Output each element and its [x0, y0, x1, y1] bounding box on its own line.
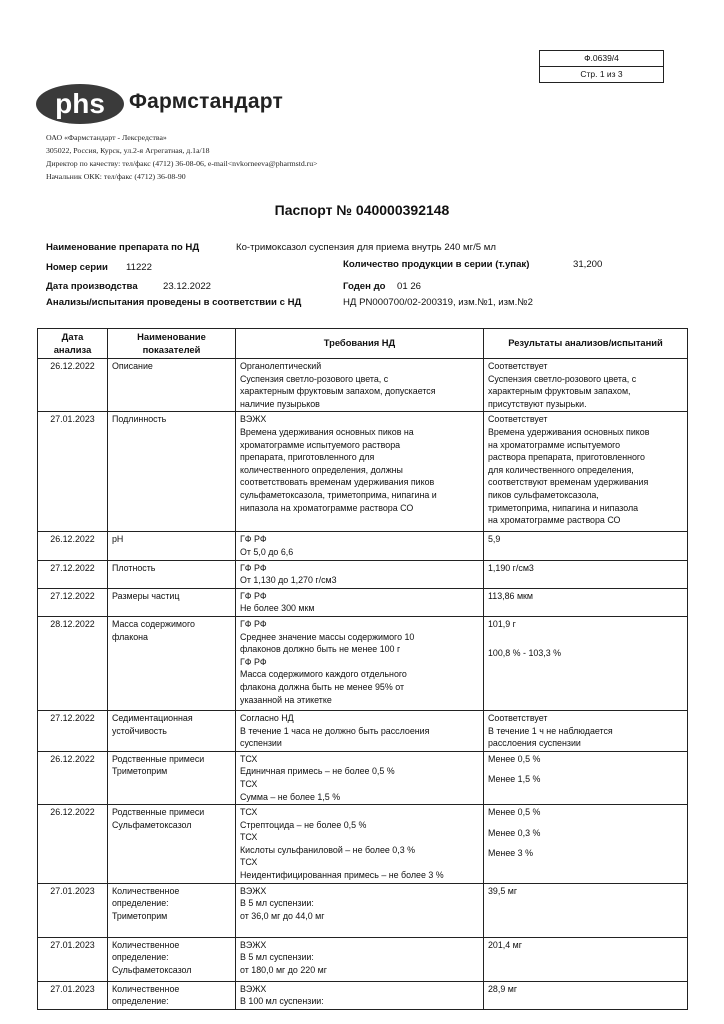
- series-label: Номер серии: [46, 262, 108, 273]
- cell-line: В течение 1 ч не наблюдается: [488, 725, 613, 736]
- cell-line: раствора препарата, приготовленного: [488, 452, 645, 463]
- cell-name: [108, 412, 236, 532]
- cell-line: Сульфаметоксазол: [112, 964, 192, 975]
- cell-line: присутствуют пузырьки.: [488, 398, 587, 409]
- table-row: [38, 359, 688, 412]
- cell-results: [484, 710, 688, 751]
- cell-requirements: [236, 532, 484, 560]
- cell-name: [108, 981, 236, 1009]
- cell-line: Родственные примеси: [112, 807, 205, 818]
- cell-line: 5,9: [488, 534, 501, 545]
- table-row: [38, 588, 688, 616]
- cell-line: Сумма – не более 1,5 %: [240, 791, 341, 802]
- header-line: показателей: [142, 343, 201, 355]
- cell-name: [108, 560, 236, 588]
- company-logo: [34, 82, 130, 126]
- cell-line: Седиментационная: [112, 712, 193, 723]
- cell-line: Единичная примесь – не более 0,5 %: [240, 766, 395, 777]
- cell-line: Сульфаметоксазол: [112, 819, 192, 830]
- cell-line: Соответствует: [488, 414, 548, 425]
- cell-date: 28.12.2022: [38, 616, 108, 710]
- cell-line: Масса содержимого каждого отдельного: [240, 669, 407, 680]
- cell-results: [484, 981, 688, 1009]
- cell-results: [484, 359, 688, 412]
- cell-name: [108, 359, 236, 412]
- cell-line: указанной на этикетке: [240, 694, 332, 705]
- cell-name: [108, 937, 236, 981]
- cell-line: ГФ РФ: [240, 618, 267, 629]
- cell-line: pH: [112, 534, 124, 545]
- cell-line: ТСХ: [240, 778, 258, 789]
- cell-line: сульфаметоксазола, триметоприма, нипагина и: [240, 489, 437, 500]
- cell-line: соответствуют временам удерживания: [488, 477, 649, 488]
- cell-line: Описание: [112, 361, 153, 371]
- cell-line: ТСХ: [240, 753, 258, 764]
- cell-line: ВЭЖХ: [240, 983, 267, 994]
- production-date-value: 23.12.2022: [163, 281, 212, 292]
- cell-line: Суспензия светло-розового цвета, с: [240, 373, 389, 384]
- cell-requirements: [236, 937, 484, 981]
- table-body: [38, 359, 688, 1010]
- drug-label: Наименование препарата по НД: [46, 242, 200, 253]
- passport-title: Паспорт № 040000392148: [274, 202, 450, 218]
- cell-line: Количественное: [112, 939, 180, 950]
- cell-date: 26.12.2022: [38, 751, 108, 804]
- cell-line: от 180,0 мг до 220 мг: [240, 964, 327, 975]
- table-row: [38, 883, 688, 937]
- cell-line: Плотность: [112, 562, 156, 573]
- cell-date: 26.12.2022: [38, 805, 108, 884]
- cell-requirements: [236, 560, 484, 588]
- cell-line: количественного определения, должны: [240, 464, 403, 475]
- table-header-row: [38, 329, 688, 359]
- cell-line: 101,9 г: [488, 618, 516, 629]
- cell-line: От 1,130 до 1,270 г/см3: [240, 575, 337, 586]
- cell-line: определение:: [112, 996, 169, 1007]
- table-row: [38, 532, 688, 560]
- cell-line: Количественное: [112, 885, 180, 896]
- cell-results: [484, 412, 688, 532]
- header-date: [38, 329, 108, 359]
- series-value: 11222: [126, 262, 152, 273]
- cell-name: [108, 616, 236, 710]
- cell-date: 27.12.2022: [38, 710, 108, 751]
- expiry-label: Годен до: [343, 281, 386, 292]
- cell-line: Триметоприм: [112, 910, 168, 921]
- expiry-value: 01 26: [397, 281, 422, 292]
- cell-line: Менее 0,3 %: [488, 827, 541, 838]
- cell-spacer: [488, 631, 683, 639]
- cell-line: флакона: [112, 631, 148, 642]
- cell-line: ГФ РФ: [240, 534, 267, 545]
- cell-line: определение:: [112, 898, 169, 909]
- cell-requirements: [236, 981, 484, 1009]
- cell-line: ВЭЖХ: [240, 885, 267, 896]
- cell-line: Соответствует: [488, 361, 548, 371]
- cell-line: характерным фруктовым запахом,: [488, 386, 631, 397]
- cell-line: характерным фруктовым запахом, допускается: [240, 386, 436, 397]
- header-results: [484, 329, 688, 359]
- cell-line: Согласно НД: [240, 712, 294, 723]
- header-line: Дата: [61, 330, 84, 342]
- cell-date: 26.12.2022: [38, 359, 108, 412]
- cell-line: Триметоприм: [112, 766, 168, 777]
- cell-line: ВЭЖХ: [240, 414, 267, 425]
- cell-line: триметоприма, нипагина и нипазола: [488, 502, 639, 513]
- cell-results: [484, 588, 688, 616]
- cell-line: В 100 мл суспензии:: [240, 996, 324, 1007]
- cell-line: 1,190 г/см3: [488, 562, 534, 573]
- cell-line: Суспензия светло-розового цвета, с: [488, 373, 637, 384]
- cell-name: [108, 751, 236, 804]
- cell-spacer: [488, 639, 683, 647]
- cell-line: хроматограмме испытуемого раствора: [240, 439, 401, 450]
- header-name: [108, 329, 236, 359]
- cell-results: [484, 937, 688, 981]
- cell-requirements: [236, 412, 484, 532]
- cell-line: 28,9 мг: [488, 983, 518, 994]
- cell-line: Менее 3 %: [488, 848, 533, 859]
- cell-line: 201,4 мг: [488, 939, 523, 950]
- cell-line: ТСХ: [240, 807, 258, 818]
- nd-label: Анализы/испытания проведены в соответствии с НД: [46, 297, 302, 308]
- cell-line: наличие пузырьков: [240, 398, 320, 409]
- cell-results: [484, 883, 688, 937]
- cell-line: Среднее значение массы содержимого 10: [240, 631, 415, 642]
- cell-line: Соответствует: [488, 712, 548, 723]
- cell-line: на хроматограмме раствора СО: [488, 515, 621, 526]
- analysis-table: [37, 328, 688, 1010]
- page-number: Стр. 1 из 3: [540, 66, 663, 82]
- cell-line: флакона должна быть не менее 95% от: [240, 681, 405, 692]
- cell-name: [108, 883, 236, 937]
- cell-line: Органолептический: [240, 361, 322, 371]
- cell-line: для количественного определения,: [488, 464, 634, 475]
- cell-line: нипазола на хроматограмме раствора СО: [240, 502, 414, 513]
- cell-line: Менее 0,5 %: [488, 753, 541, 764]
- table-row: [38, 751, 688, 804]
- cell-date: 27.01.2023: [38, 981, 108, 1009]
- cell-line: Подлинность: [112, 414, 167, 425]
- table-row: [38, 560, 688, 588]
- cell-line: В 5 мл суспензии:: [240, 952, 314, 963]
- address-line: Директор по качеству: тел/факс (4712) 36-08-06, e-mail<nvkorneeva@pharmstd.ru>: [46, 159, 318, 168]
- cell-name: [108, 710, 236, 751]
- table-row: [38, 412, 688, 532]
- cell-line: расслоения суспензии: [488, 738, 581, 749]
- header-line: Наименование: [137, 330, 206, 342]
- cell-line: ГФ РФ: [240, 656, 267, 667]
- cell-line: Количественное: [112, 983, 180, 994]
- cell-line: В течение 1 часа не должно быть расслоения: [240, 725, 430, 736]
- drug-value: Ко-тримоксазол суспензия для приема внутрь 240 мг/5 мл: [236, 242, 496, 253]
- table-row: [38, 616, 688, 710]
- cell-line: от 36,0 мг до 44,0 мг: [240, 910, 325, 921]
- cell-spacer: [488, 839, 683, 847]
- cell-requirements: [236, 616, 484, 710]
- cell-requirements: [236, 588, 484, 616]
- cell-line: устойчивость: [112, 725, 167, 736]
- cell-line: В 5 мл суспензии:: [240, 898, 314, 909]
- cell-line: Времена удерживания основных пиков на: [240, 426, 414, 437]
- cell-date: 27.01.2023: [38, 412, 108, 532]
- form-code-box: [539, 50, 664, 83]
- cell-line: Менее 1,5 %: [488, 774, 541, 785]
- logo-text: phs: [55, 88, 105, 119]
- cell-requirements: [236, 710, 484, 751]
- nd-value: НД РN000700/02-200319, изм.№1, изм.№2: [343, 297, 533, 308]
- table-row: [38, 805, 688, 884]
- cell-requirements: [236, 359, 484, 412]
- brand-name: Фармстандарт: [129, 90, 283, 113]
- cell-line: ВЭЖХ: [240, 939, 267, 950]
- cell-name: [108, 805, 236, 884]
- cell-line: определение:: [112, 952, 169, 963]
- cell-date: 27.12.2022: [38, 560, 108, 588]
- header-line: Результаты анализов/испытаний: [508, 337, 663, 349]
- cell-line: пиков сульфаметоксазола,: [488, 489, 599, 500]
- cell-results: [484, 560, 688, 588]
- quantity-value: 31,200: [573, 259, 603, 270]
- cell-spacer: [488, 819, 683, 827]
- cell-date: 27.01.2023: [38, 937, 108, 981]
- cell-line: 100,8 % - 103,3 %: [488, 647, 562, 658]
- cell-line: От 5,0 до 6,6: [240, 546, 294, 557]
- cell-line: на хроматограмме испытуемого: [488, 439, 621, 450]
- cell-line: ГФ РФ: [240, 562, 267, 573]
- cell-line: ТСХ: [240, 857, 258, 868]
- cell-date: 26.12.2022: [38, 532, 108, 560]
- cell-line: Неидентифицированная примесь – не более 3 %: [240, 870, 444, 881]
- cell-results: [484, 532, 688, 560]
- table-row: [38, 710, 688, 751]
- cell-line: Менее 0,5 %: [488, 807, 541, 818]
- cell-results: [484, 616, 688, 710]
- cell-spacer: [488, 765, 683, 773]
- cell-line: соответствовать временам удерживания пиков: [240, 477, 435, 488]
- cell-line: препарата, приготовленного для: [240, 452, 375, 463]
- cell-requirements: [236, 805, 484, 884]
- address-line: Начальник ОКК: тел/факс (4712) 36-08-90: [46, 172, 186, 181]
- form-code: Ф.0639/4: [584, 53, 619, 63]
- quantity-label: Количество продукции в серии (т.упак): [343, 259, 530, 270]
- cell-date: 27.12.2022: [38, 588, 108, 616]
- cell-name: [108, 588, 236, 616]
- cell-date: 27.01.2023: [38, 883, 108, 937]
- table-row: [38, 937, 688, 981]
- cell-name: [108, 532, 236, 560]
- cell-line: Кислоты сульфаниловой – не более 0,3 %: [240, 844, 415, 855]
- table-row: [38, 981, 688, 1009]
- cell-results: [484, 805, 688, 884]
- cell-line: Масса содержимого: [112, 618, 195, 629]
- cell-line: ТСХ: [240, 832, 258, 843]
- address-line: ОАО «Фармстандарт - Лексредства»: [46, 133, 167, 142]
- cell-requirements: [236, 883, 484, 937]
- header-requirements: [236, 329, 484, 359]
- cell-line: 113,86 мкм: [488, 590, 534, 601]
- cell-requirements: [236, 751, 484, 804]
- cell-line: ГФ РФ: [240, 590, 267, 601]
- production-date-label: Дата производства: [46, 281, 138, 292]
- cell-line: суспензии: [240, 738, 282, 749]
- cell-line: 39,5 мг: [488, 885, 518, 896]
- cell-line: Времена удерживания основных пиков: [488, 426, 650, 437]
- cell-line: Не более 300 мкм: [240, 603, 315, 614]
- cell-line: Размеры частиц: [112, 590, 180, 601]
- address-line: 305022, Россия, Курск, ул.2-я Агрегатная, д.1а/18: [46, 146, 210, 155]
- cell-line: Стрептоцида – не более 0,5 %: [240, 819, 367, 830]
- header-line: Требования НД: [323, 337, 396, 349]
- header-line: анализа: [53, 343, 92, 355]
- cell-results: [484, 751, 688, 804]
- cell-line: Родственные примеси: [112, 753, 205, 764]
- cell-line: флаконов должно быть не менее 100 г: [240, 644, 401, 655]
